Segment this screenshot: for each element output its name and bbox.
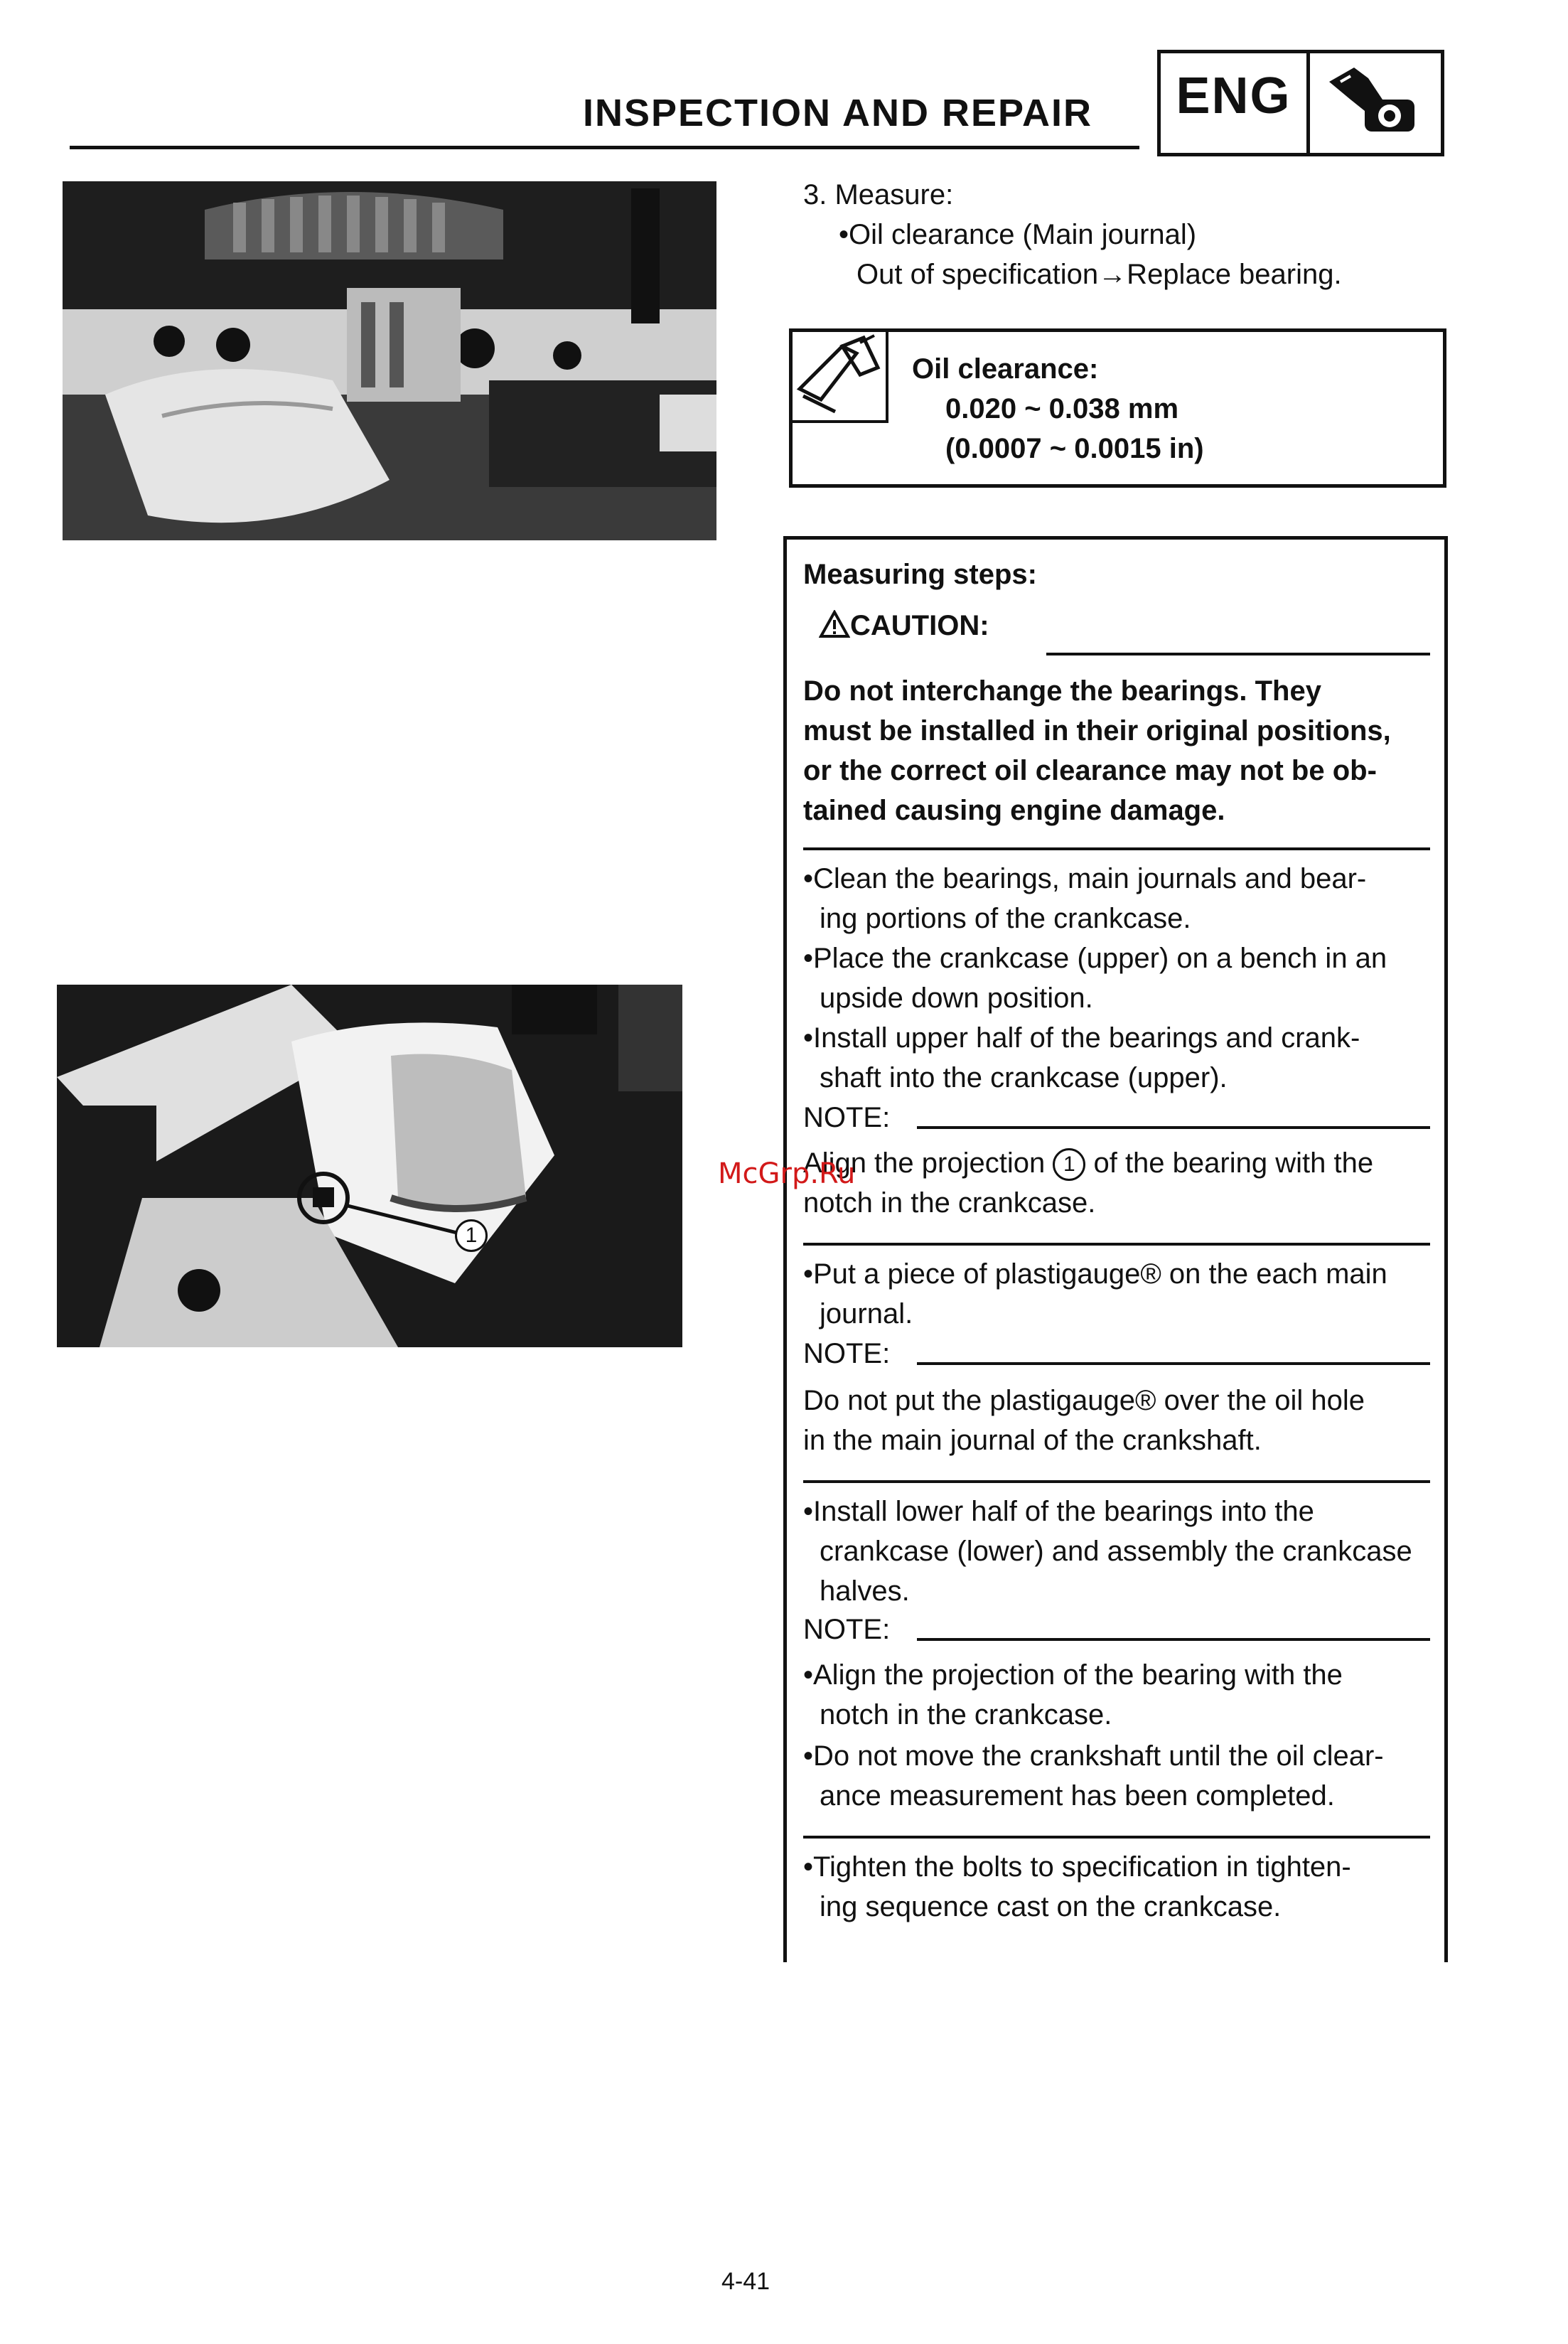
note1-line-1: [803, 1143, 1373, 1183]
page-number: 4-41: [721, 2268, 770, 2295]
bullet-install-lower-3: halves.: [820, 1575, 910, 1607]
bullet-install-lower-2: crankcase (lower) and assembly the crankcase: [820, 1536, 1412, 1567]
section-rule-1: [803, 847, 1430, 850]
bullet-tighten-2: ing sequence cast on the crankcase.: [820, 1891, 1282, 1922]
note1-line-2: notch in the crankcase.: [803, 1187, 1096, 1219]
note3-bullet-align-1: •Align the projection of the bearing with the: [803, 1659, 1343, 1691]
note2-line-1: Do not put the plastigauge® over the oil hole: [803, 1385, 1365, 1416]
step3-heading: 3. Measure:: [803, 179, 954, 210]
photo-callout-1: 1: [455, 1219, 488, 1252]
section-rule-2: [803, 1243, 1430, 1246]
bullet-clean-2: ing portions of the crankcase.: [820, 903, 1191, 934]
section-badge-label: ENG: [1161, 53, 1310, 153]
spec-label: Oil clearance:: [912, 353, 1099, 385]
spec-imperial: (0.0007 ~ 0.0015 in): [945, 433, 1204, 464]
note3-rule: [917, 1638, 1430, 1641]
page-title: INSPECTION AND REPAIR: [583, 92, 1093, 134]
note3-bullet-nomove-2: ance measurement has been completed.: [820, 1780, 1335, 1811]
bullet-place-2: upside down position.: [820, 983, 1093, 1014]
note1-rule: [917, 1126, 1430, 1129]
watermark: McGrp.Ru: [718, 1157, 856, 1190]
bullet-tighten-1: •Tighten the bolts to specification in tighten-: [803, 1851, 1351, 1883]
note2-rule: [917, 1362, 1430, 1365]
caliper-gauge-icon: [793, 332, 888, 423]
photo-bearing-projection: [57, 985, 682, 1347]
caution-text-1: Do not interchange the bearings. They: [803, 675, 1321, 707]
note3-bullet-nomove-1: •Do not move the crankshaft until the oil clear-: [803, 1740, 1384, 1772]
bullet-install-upper-2: shaft into the crankcase (upper).: [820, 1062, 1228, 1093]
photo-oil-clearance-measurement: [63, 181, 716, 540]
caution-label: CAUTION:: [850, 610, 989, 641]
header-rule: [70, 146, 1139, 149]
caution-rule: [1046, 653, 1430, 655]
note3-bullet-align-2: notch in the crankcase.: [820, 1699, 1112, 1730]
spec-metric: 0.020 ~ 0.038 mm: [945, 393, 1179, 424]
note1-callout-1: 1: [1053, 1148, 1085, 1181]
note3-label: NOTE:: [803, 1614, 891, 1645]
note2-label: NOTE:: [803, 1338, 891, 1369]
spec-box: [789, 328, 1446, 488]
bullet-install-upper-1: •Install upper half of the bearings and crank-: [803, 1022, 1360, 1054]
warning-triangle-icon: [819, 610, 850, 642]
section-rule-4: [803, 1836, 1430, 1839]
caution-text-4: tained causing engine damage.: [803, 795, 1225, 826]
bullet-clean-1: •Clean the bearings, main journals and bear-: [803, 863, 1367, 894]
engine-wrench-icon: [1310, 53, 1441, 153]
section-rule-3: [803, 1480, 1430, 1483]
step3-item: •Oil clearance (Main journal): [839, 219, 1197, 250]
bullet-plastigauge-2: journal.: [820, 1298, 913, 1329]
caution-text-3: or the correct oil clearance may not be ob-: [803, 755, 1377, 786]
caution-text-2: must be installed in their original positions,: [803, 715, 1391, 746]
note1-text-a: Align the projection: [803, 1147, 1046, 1179]
section-badge: [1157, 50, 1444, 156]
caution-heading: [819, 606, 989, 646]
note1-label: NOTE:: [803, 1102, 891, 1133]
bullet-install-lower-1: •Install lower half of the bearings into the: [803, 1496, 1314, 1527]
note1-text-b: of the bearing with the: [1093, 1147, 1374, 1179]
steps-title: Measuring steps:: [803, 559, 1037, 590]
bullet-plastigauge-1: •Put a piece of plastigauge® on the each main: [803, 1258, 1387, 1290]
step3-action: Out of specification→Replace bearing.: [857, 259, 1342, 290]
note2-line-2: in the main journal of the crankshaft.: [803, 1425, 1262, 1456]
bullet-place-1: •Place the crankcase (upper) on a bench in an: [803, 943, 1387, 974]
